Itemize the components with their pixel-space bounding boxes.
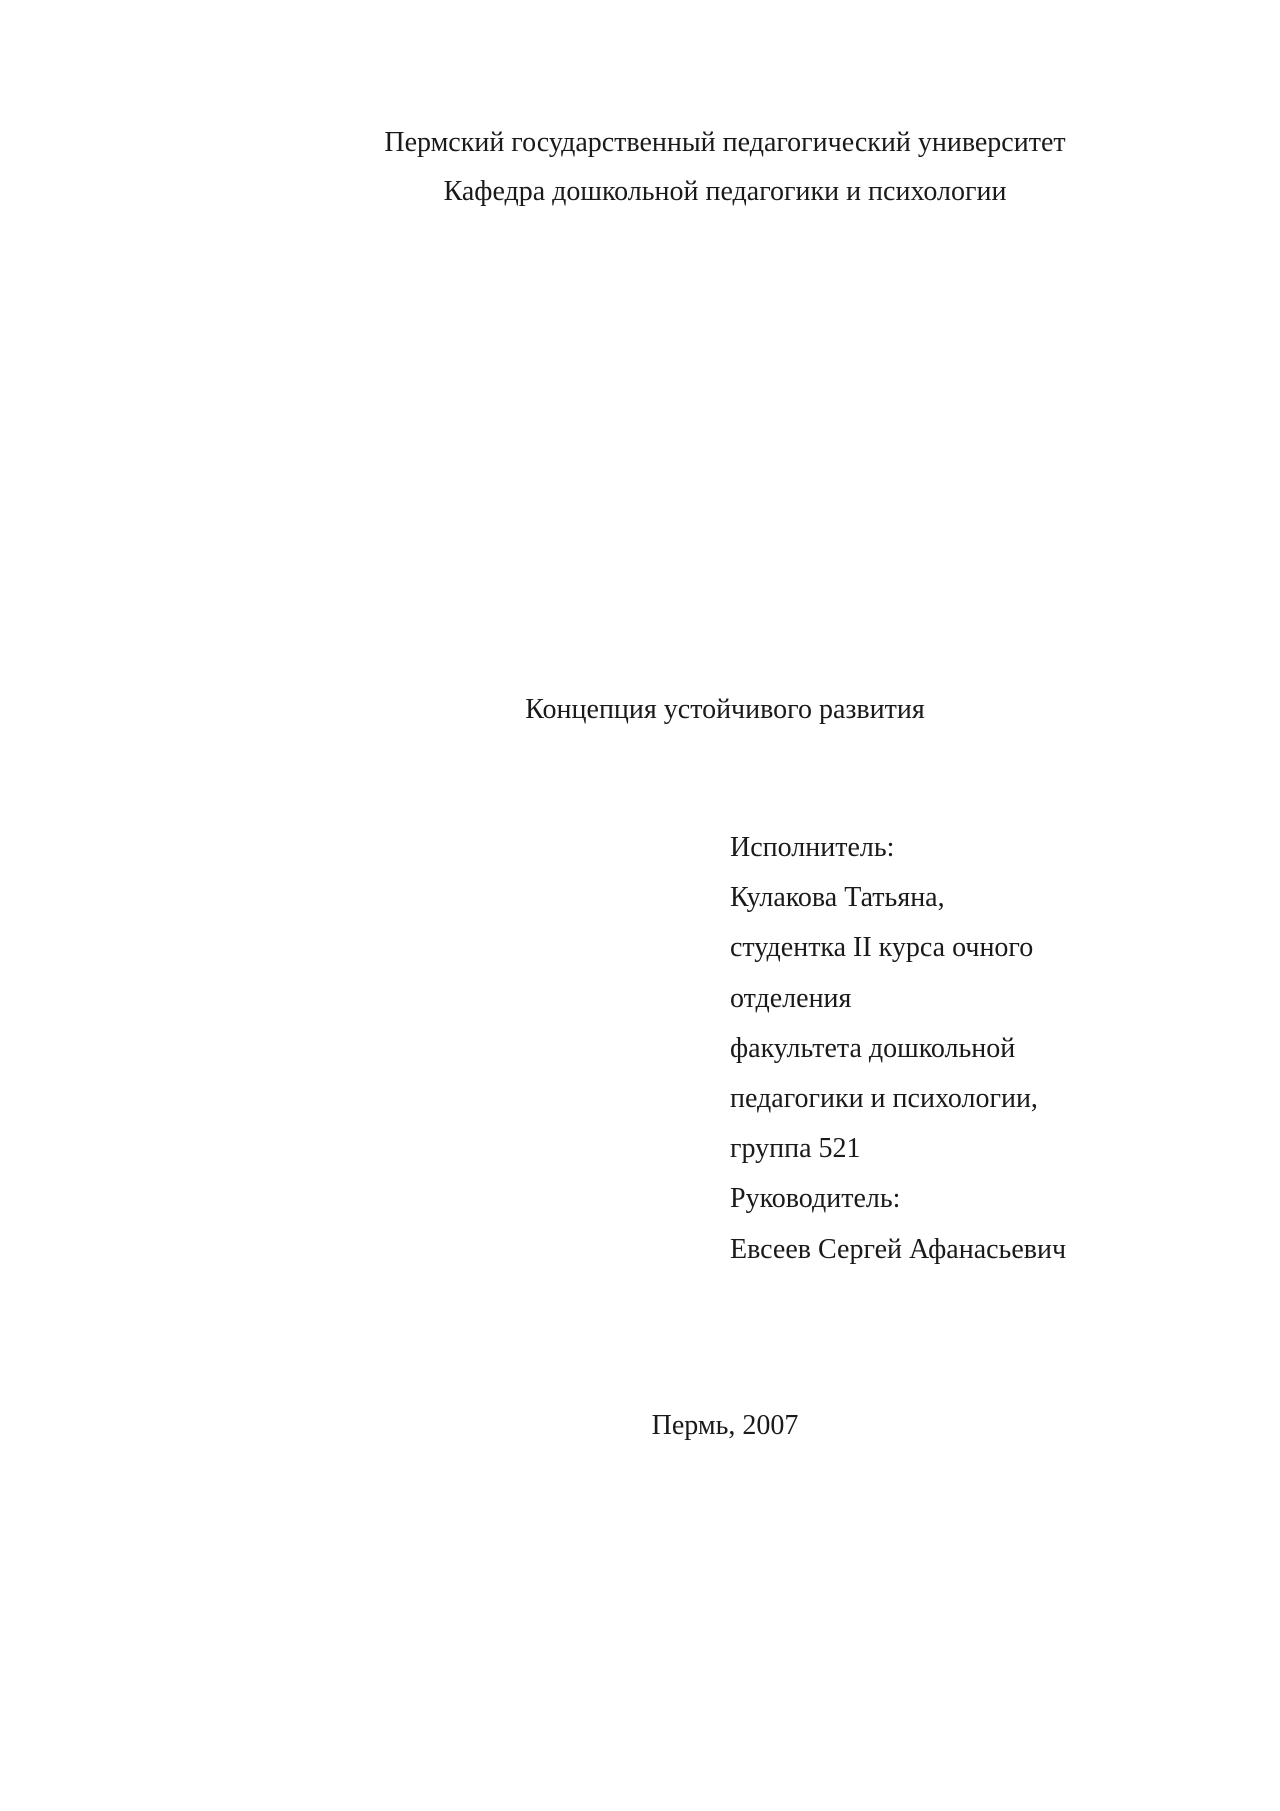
performer-faculty-cont: педагогики и психологии, [730, 1083, 1038, 1115]
performer-course: студентка II курса очного [730, 932, 1034, 964]
page-header [0, 118, 1280, 216]
performer-name: Кулакова Татьяна, [730, 882, 945, 914]
performer-faculty: факультета дошкольной [730, 1032, 1016, 1064]
department-name: Кафедра дошкольной педагогики и психологии [443, 176, 1007, 207]
performer-group: группа 521 [730, 1133, 861, 1165]
author-info-block [730, 823, 1250, 1275]
performer-department: отделения [730, 982, 852, 1014]
university-name: Пермский государственный педагогический университет [384, 127, 1066, 158]
supervisor-name: Евсеев Сергей Афанасьевич [730, 1233, 1067, 1265]
performer-label: Исполнитель: [730, 832, 895, 863]
supervisor-label: Руководитель: [730, 1183, 901, 1215]
document-title: Концепция устойчивого развития [525, 694, 925, 725]
city-year: Пермь, 2007 [651, 1410, 799, 1441]
